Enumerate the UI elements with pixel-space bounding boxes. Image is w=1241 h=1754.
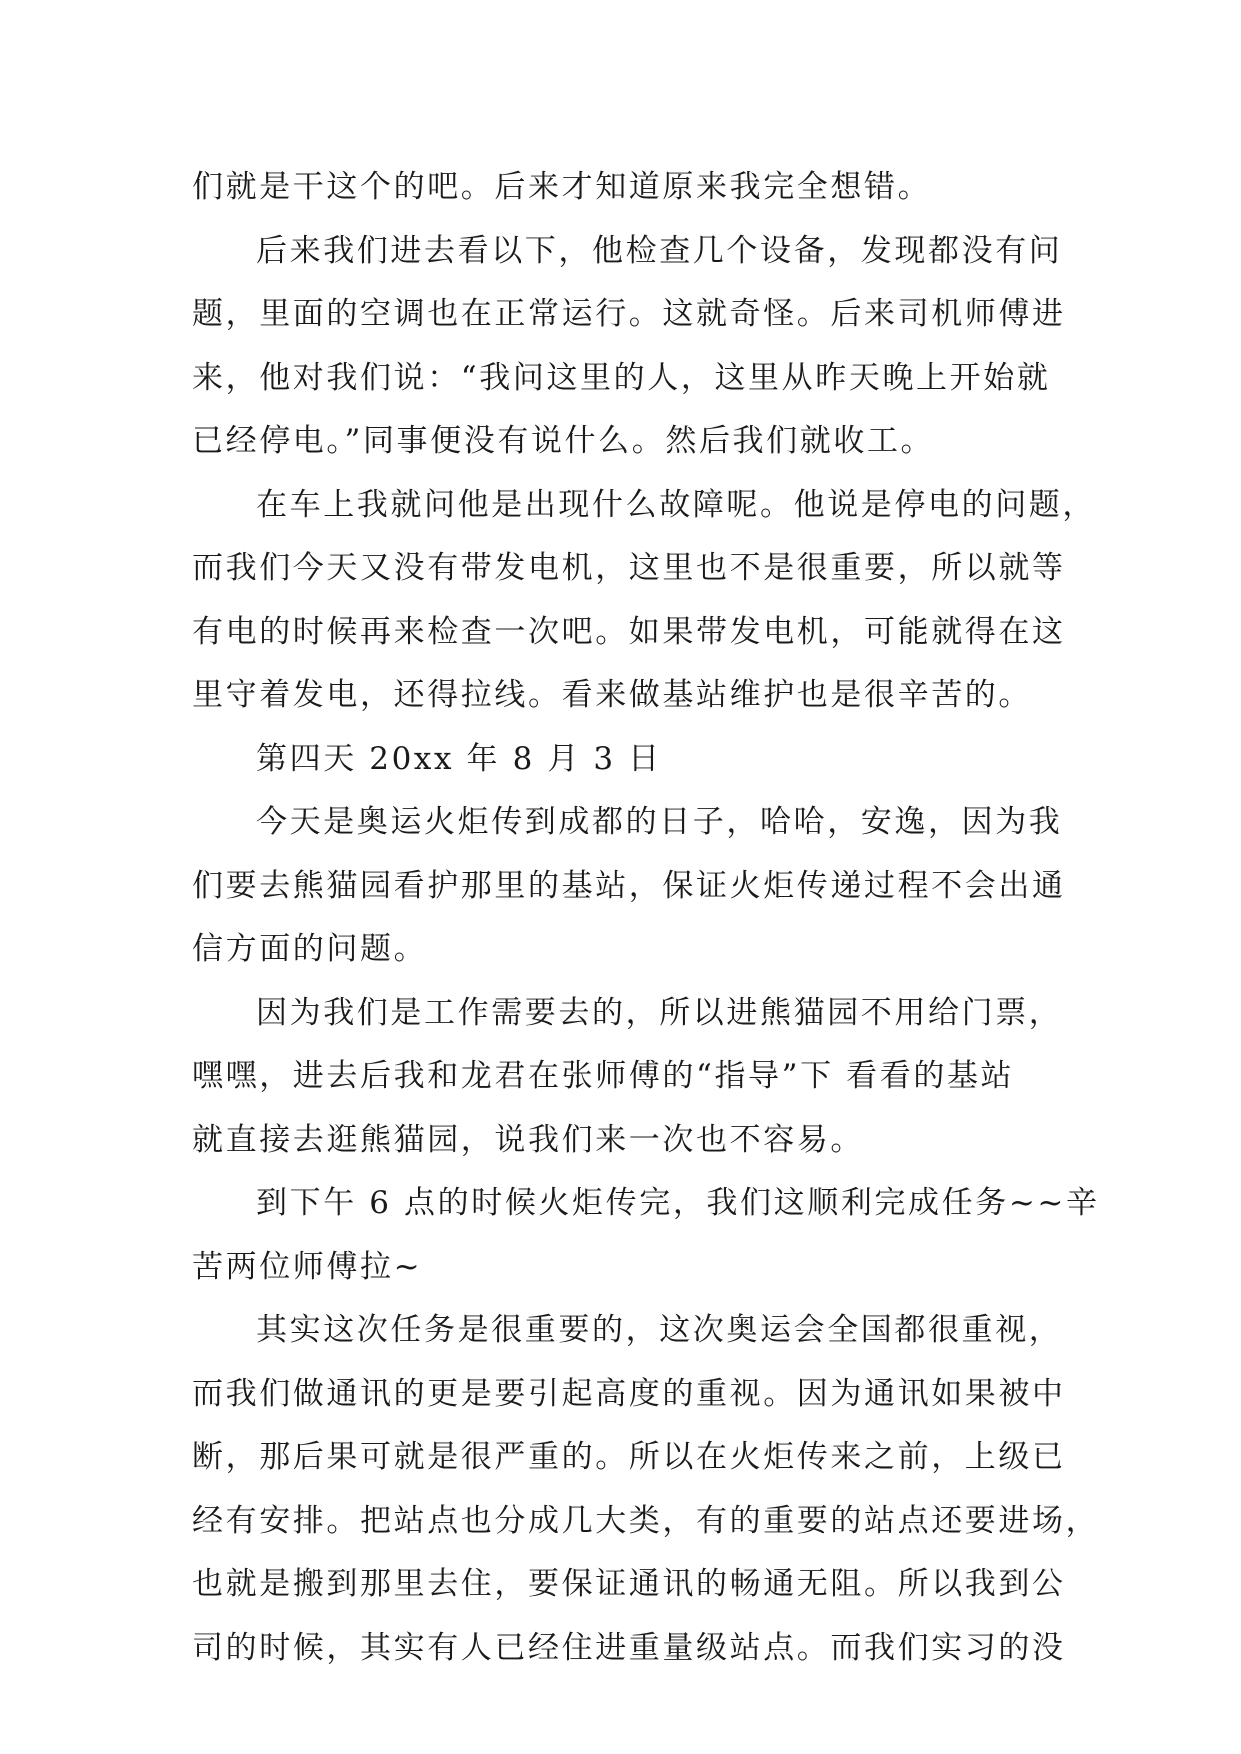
text-line: 今天是奥运火炬传到成都的日子，哈哈，安逸，因为我: [256, 804, 1063, 840]
text-line: 在车上我就问他是出现什么故障呢。他说是停电的问题，: [256, 486, 1096, 523]
text-line: 嘿嘿，进去后我和龙君在张师傅的“指导”下 看看的基站: [192, 1058, 1015, 1094]
text-line: 而我们今天又没有带发电机，这里也不是很重要，所以就等: [192, 550, 1066, 586]
text-line: 司的时候，其实有人已经住进重量级站点。而我们实习的没: [192, 1629, 1066, 1666]
text-line: 而我们做通讯的更是要引起高度的重视。因为通讯如果被中: [192, 1375, 1066, 1412]
text-line: 已经停电。”同事便没有说什么。然后我们就收工。: [192, 423, 935, 459]
text-line: 信方面的问题。: [192, 931, 428, 967]
text-line: 第四天 20xx 年 8 月 3 日: [256, 740, 662, 777]
text-line: 们就是干这个的吧。后来才知道原来我完全想错。: [192, 169, 932, 205]
text-line: 就直接去逛熊猫园，说我们来一次也不容易。: [192, 1121, 864, 1158]
text-line: 题，里面的空调也在正常运行。这就奇怪。后来司机师傅进: [192, 296, 1066, 332]
text-line: 来，他对我们说：“我问这里的人，这里从昨天晚上开始就: [192, 359, 1051, 396]
text-line: 里守着发电，还得拉线。看来做基站维护也是很辛苦的。: [192, 677, 1032, 713]
text-line: 经有安排。把站点也分成几大类，有的重要的站点还要进场，: [192, 1502, 1100, 1539]
text-line: 因为我们是工作需要去的，所以进熊猫园不用给门票，: [256, 994, 1063, 1031]
text-line: 苦两位师傅拉~: [192, 1248, 423, 1285]
text-line: 有电的时候再来检查一次吧。如果带发电机，可能就得在这: [192, 613, 1066, 650]
text-line: 其实这次任务是很重要的，这次奥运会全国都很重视，: [256, 1312, 1063, 1348]
text-line: 到下午 6 点的时候火炬传完，我们这顺利完成任务~~辛: [256, 1185, 1100, 1221]
text-line: 断，那后果可就是很严重的。所以在火炬传来之前，上级已: [192, 1439, 1066, 1475]
body-text: [192, 156, 1100, 1680]
text-line: 后来我们进去看以下，他检查几个设备，发现都没有问: [256, 232, 1063, 269]
text-line: 也就是搬到那里去住，要保证通讯的畅通无阻。所以我到公: [192, 1566, 1066, 1602]
text-line: 们要去熊猫园看护那里的基站，保证火炬传递过程不会出通: [192, 867, 1066, 904]
